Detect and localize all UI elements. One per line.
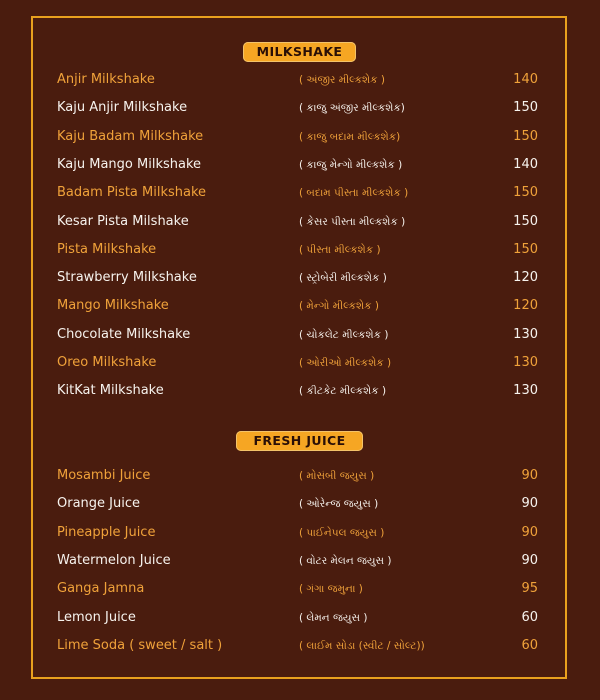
menu-item-row — [0, 70, 600, 90]
item-gujarati-name: ( લેમન જયુસ ) — [299, 611, 368, 624]
item-name: Strawberry Milkshake — [57, 270, 197, 286]
item-price: 140 — [513, 72, 538, 87]
menu-item-row — [0, 155, 600, 175]
menu-item-row — [0, 240, 600, 260]
item-price: 120 — [513, 270, 538, 286]
item-name: Ganga Jamna — [57, 581, 145, 597]
menu-item-row — [0, 579, 600, 599]
menu-item-row — [0, 296, 600, 316]
menu-item-row — [0, 466, 600, 486]
item-name: Mosambi Juice — [57, 468, 151, 483]
item-price: 150 — [513, 213, 538, 229]
item-gujarati-name: ( પીસ્તા મીલ્કશેક ) — [299, 243, 381, 256]
menu-item-row — [0, 127, 600, 147]
item-price: 130 — [513, 355, 538, 370]
item-price: 130 — [513, 326, 538, 342]
item-price: 140 — [513, 156, 538, 172]
item-gujarati-name: ( પાઈનેપલ જયુસ ) — [299, 526, 385, 539]
item-gujarati-name: ( કીટકેટ મીલ્કશેક ) — [299, 385, 387, 398]
menu-item-row — [0, 268, 600, 288]
item-name: Kaju Anjir Milkshake — [57, 100, 188, 116]
menu-item-row — [0, 325, 600, 345]
item-name: Watermelon Juice — [57, 552, 171, 568]
item-price: 90 — [521, 552, 538, 568]
item-gujarati-name: ( કાજુ બદામ મીલ્કશેક) — [299, 130, 401, 143]
item-name: Kesar Pista Milshake — [57, 213, 189, 229]
item-price: 130 — [513, 383, 538, 399]
item-price: 150 — [513, 185, 538, 201]
item-gujarati-name: ( કેસર પીસ્તા મીલ્કશેક ) — [299, 215, 406, 228]
item-name: Oreo Milkshake — [57, 355, 157, 370]
menu-item-row — [0, 212, 600, 232]
item-gujarati-name: ( વોટર મેલન જયુસ ) — [299, 554, 392, 567]
item-price: 60 — [521, 609, 538, 625]
item-gujarati-name: ( સ્ટ્રોબેરી મીલ્કશેક ) — [299, 272, 387, 285]
menu-item-row — [0, 551, 600, 571]
menu-item-row — [0, 636, 600, 656]
menu-item-row — [0, 183, 600, 203]
item-price: 95 — [521, 581, 538, 597]
item-gujarati-name: ( લાઈમ સોડા (સ્વીટ / સોલ્ટ)) — [299, 639, 425, 652]
item-name: Kaju Mango Milkshake — [57, 156, 202, 172]
item-gujarati-name: ( અંજીર મીલ્કશેક ) — [299, 74, 385, 86]
item-price: 90 — [521, 496, 538, 512]
item-gujarati-name: ( ગંગા જમુના ) — [299, 583, 363, 596]
item-name: Chocolate Milkshake — [57, 326, 191, 342]
item-price: 150 — [513, 128, 538, 144]
menu-item-row — [0, 381, 600, 401]
item-name: Pista Milkshake — [57, 241, 157, 257]
item-name: Kaju Badam Milkshake — [57, 128, 204, 144]
item-gujarati-name: ( ઓરેન્જ જયુસ ) — [299, 498, 379, 511]
item-price: 150 — [513, 241, 538, 257]
item-price: 60 — [521, 637, 538, 653]
item-name: Badam Pista Milkshake — [57, 185, 207, 201]
item-name: Mango Milkshake — [57, 298, 169, 314]
section-title-fresh-juice: FRESH JUICE — [236, 431, 363, 451]
menu-item-row — [0, 494, 600, 514]
item-name: Orange Juice — [57, 496, 140, 512]
item-gujarati-name: ( ચોકલેટ મીલ્કશેક ) — [299, 328, 389, 341]
menu-item-row — [0, 523, 600, 543]
item-price: 150 — [513, 100, 538, 116]
item-name: Lemon Juice — [57, 609, 136, 625]
menu-item-row — [0, 98, 600, 118]
item-gujarati-name: ( મેન્ગો મીલ્કશેક ) — [299, 300, 379, 313]
item-name: KitKat Milkshake — [57, 383, 164, 399]
item-price: 120 — [513, 298, 538, 314]
item-name: Pineapple Juice — [57, 524, 156, 540]
section-title-milkshake: MILKSHAKE — [243, 42, 356, 62]
item-name: Anjir Milkshake — [57, 72, 155, 87]
item-gujarati-name: ( કાજુ અંજીર મીલ્કશેક) — [299, 102, 405, 115]
item-gujarati-name: ( ઓરીઓ મીલ્કશેક ) — [299, 357, 392, 369]
item-price: 90 — [521, 468, 538, 483]
menu-item-row — [0, 353, 600, 373]
item-gujarati-name: ( કાજુ મેન્ગો મીલ્કશેક ) — [299, 158, 403, 171]
item-gujarati-name: ( બદામ પીસ્તા મીલ્કશેક ) — [299, 187, 409, 200]
menu-item-row — [0, 608, 600, 628]
item-name: Lime Soda ( sweet / salt ) — [57, 637, 223, 653]
item-price: 90 — [521, 524, 538, 540]
item-gujarati-name: ( મોસંબી જયુસ ) — [299, 470, 375, 482]
